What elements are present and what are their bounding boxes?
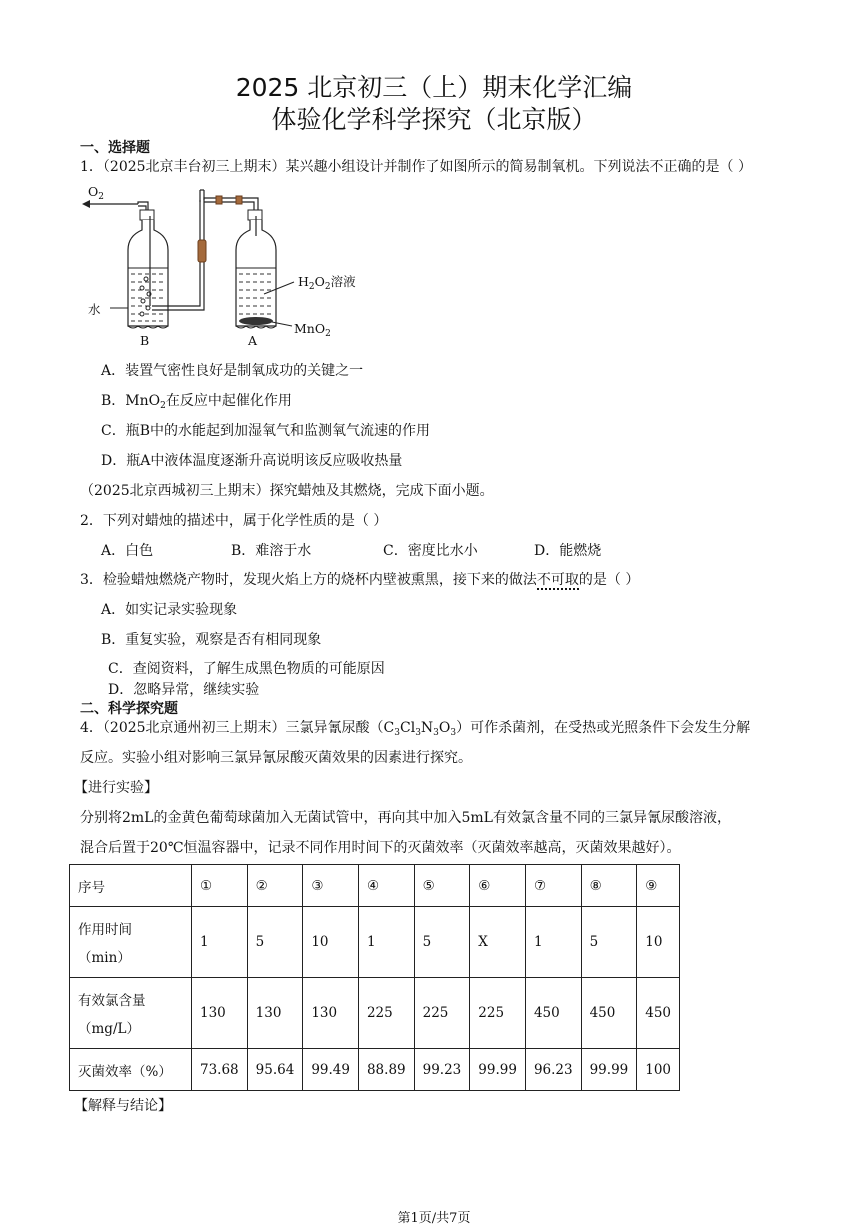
table-cell: 130 [247, 978, 303, 1049]
q3-option-b: B．重复实验，观察是否有相同现象 [101, 632, 322, 648]
page-title: 2025 北京初三（上）期末化学汇编 [235, 73, 633, 102]
experiment-text-line2: 混合后置于20℃恒温容器中，记录不同作用时间下的灭菌效率（灭菌效率越高，灭菌效果越好）。 [80, 840, 681, 856]
table-row-seq [70, 865, 680, 907]
row-header-time: 作用时间 （min） [70, 907, 192, 978]
question-1-stem: 1．（2025北京丰台初三上期末）某兴趣小组设计并制作了如图所示的简易制氧机。下列说法不正确的是（ ） [80, 159, 752, 175]
row-header-seq: 序号 [70, 865, 192, 907]
table-cell: 99.23 [414, 1049, 470, 1091]
section-heading-choice: 一、选择题 [80, 140, 150, 156]
table-cell: 225 [358, 978, 414, 1049]
table-cell: 450 [637, 978, 680, 1049]
q2-option-b: B．难溶于水 [231, 543, 312, 559]
table-cell: ⑦ [525, 865, 581, 907]
table-cell: ① [192, 865, 248, 907]
q1-option-c: C．瓶B中的水能起到加湿氧气和监测氧气流速的作用 [101, 423, 431, 439]
table-cell: ② [247, 865, 303, 907]
heading-experiment: 【进行实验】 [74, 780, 158, 796]
table-cell: ⑨ [637, 865, 680, 907]
table-cell: 450 [525, 978, 581, 1049]
question-4-line2: 反应。实验小组对影响三氯异氰尿酸灭菌效果的因素进行探究。 [80, 750, 472, 766]
oxygen-generator-figure [80, 178, 380, 348]
question-3-stem: 3．检验蜡烛燃烧产物时，发现火焰上方的烧杯内壁被熏黑，接下来的做法不可取的是（ ） [80, 572, 640, 588]
q2-option-c: C．密度比水小 [383, 543, 478, 559]
table-cell: ③ [303, 865, 359, 907]
label-o2: $O_2$ [88, 184, 104, 202]
bottle-a [236, 210, 276, 328]
label-bottle-b: B [140, 333, 150, 348]
q3-option-a: A．如实记录实验现象 [101, 602, 238, 618]
table-cell: 1 [192, 907, 248, 978]
table-cell: 99.49 [303, 1049, 359, 1091]
table-cell: 225 [414, 978, 470, 1049]
page-subtitle: 体验化学科学探究（北京版） [271, 105, 597, 134]
table-row-chlorine [70, 978, 680, 1049]
table-cell: ④ [358, 865, 414, 907]
table-row-efficiency [70, 1049, 680, 1091]
table-cell: 5 [247, 907, 303, 978]
table-row-time [70, 907, 680, 978]
table-cell: 10 [303, 907, 359, 978]
clamp-top-right [236, 196, 242, 204]
q1-option-b: B．MnO$_2$在反应中起催化作用 [101, 393, 292, 411]
q2-option-a: A．白色 [101, 543, 154, 559]
question-4-line1: 4．（2025北京通州初三上期末）三氯异氰尿酸$(C_3Cl_3N_3O_3)$可作杀菌剂，在受热或光照条件下会发生分解 [80, 720, 751, 738]
table-cell: 10 [637, 907, 680, 978]
row-header-chlorine: 有效氯含量 （mg/L） [70, 978, 192, 1049]
table-cell: 450 [581, 978, 637, 1049]
mno2-solid [239, 317, 273, 325]
table-cell: 130 [192, 978, 248, 1049]
q3-option-d: D．忽略异常，继续实验 [108, 682, 260, 698]
apparatus-diagram [80, 178, 380, 348]
q3-option-c: C．查阅资料，了解生成黑色物质的可能原因 [108, 661, 385, 677]
row-header-efficiency: 灭菌效率（%） [70, 1049, 192, 1091]
label-water: 水 [88, 302, 101, 317]
table-cell: ⑧ [581, 865, 637, 907]
q2-option-d: D．能燃烧 [534, 543, 602, 559]
rubber-tube [198, 240, 206, 262]
table-cell: 100 [637, 1049, 680, 1091]
table-cell: 5 [581, 907, 637, 978]
table-cell: 5 [414, 907, 470, 978]
experiment-text-line1: 分别将2mL的金黄色葡萄球菌加入无菌试管中，再向其中加入5mL有效氯含量不同的三氯异氰尿酸溶液， [80, 810, 731, 826]
table-cell: 1 [525, 907, 581, 978]
table-cell: 73.68 [192, 1049, 248, 1091]
label-bottle-a: A [248, 333, 258, 348]
table-cell: 130 [303, 978, 359, 1049]
table-cell: ⑤ [414, 865, 470, 907]
table-cell: 99.99 [581, 1049, 637, 1091]
table-cell: 96.23 [525, 1049, 581, 1091]
table-cell: 95.64 [247, 1049, 303, 1091]
emphasis-not-acceptable: 不可取 [536, 572, 579, 588]
section-heading-inquiry: 二、科学探究题 [80, 701, 178, 717]
question-2-stem: 2．下列对蜡烛的描述中，属于化学性质的是（ ） [80, 513, 388, 529]
clamp-top-left [216, 196, 222, 204]
label-h2o2-solution: $H_2O_2$溶液 [298, 274, 356, 292]
table-cell: 88.89 [358, 1049, 414, 1091]
table-cell: 1 [358, 907, 414, 978]
page-footer: 第1页/共7页 [397, 1211, 471, 1226]
experiment-data-table [69, 864, 680, 1091]
label-mno2: MnO$_2$ [294, 321, 331, 339]
q1-option-a: A．装置气密性良好是制氧成功的关键之一 [101, 363, 364, 379]
table-cell: X [470, 907, 526, 978]
table-cell: 225 [470, 978, 526, 1049]
table-cell: ⑥ [470, 865, 526, 907]
table-cell: 99.99 [470, 1049, 526, 1091]
group-intro: （2025北京西城初三上期末）探究蜡烛及其燃烧，完成下面小题。 [80, 483, 494, 499]
q1-option-d: D．瓶A中液体温度逐渐升高说明该反应吸收热量 [101, 453, 403, 469]
heading-conclusion: 【解释与结论】 [74, 1098, 172, 1114]
